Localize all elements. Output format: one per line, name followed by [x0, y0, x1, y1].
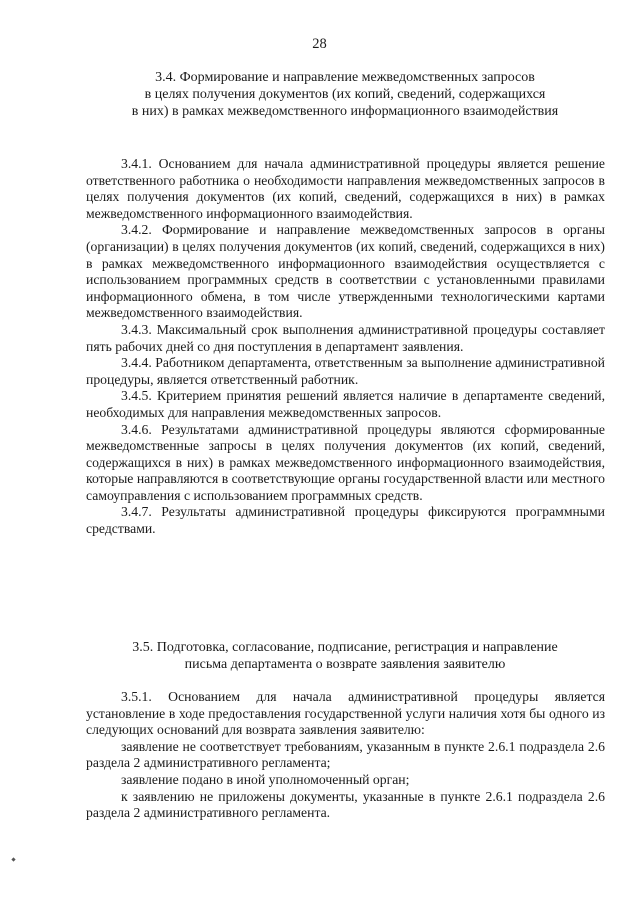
list-item-missing-documents: к заявлению не приложены документы, указанные в пункте 2.6.1 подраздела 2.6 раздела 2 административного регламента.: [86, 788, 605, 821]
paragraph-3-4-2: 3.4.2. Формирование и направление межведомственных запросов в органы (организации) в целях получения документов (их копий, сведений, содержащихся в них) в рамках межведомственного информационного взаимодействия осуществляется с использованием программных средств в соответствии с установленными правилами информационного обмена, в том числе утвержденными технологическими картами межведомственного взаимодействия.: [86, 222, 605, 321]
heading-line: в целях получения документов (их копий, сведений, содержащихся: [144, 87, 546, 102]
heading-line: 3.5. Подготовка, согласование, подписание, регистрация и направление: [132, 640, 558, 655]
scan-mark: [11, 857, 15, 861]
paragraph-3-4-5: 3.4.5. Критерием принятия решений является наличие в департаменте сведений, необходимых для направления межведомственных запросов.: [86, 388, 605, 420]
section-3-5-body: [86, 689, 605, 822]
section-3-4-body: [86, 156, 605, 538]
page-number: 28: [312, 36, 327, 52]
paragraph-3-5-1: 3.5.1. Основанием для начала административной процедуры является установление в ходе предоставления государственной услуги наличия хотя бы одного из следующих оснований для возврата заявления заявителю:: [86, 689, 605, 738]
paragraph-3-4-6: 3.4.6. Результатами административной процедуры являются сформированные межведомственные запросы в целях получения документов (их копий, сведений, содержащихся в них) в рамках межведомственного информационного взаимодействия, которые направляются в соответствующие органы государственной власти или местного самоуправления с использованием программных средств.: [86, 421, 605, 503]
list-item-other-authority: заявление подано в иной уполномоченный орган;: [121, 771, 410, 787]
list-item-requirements: заявление не соответствует требованиям, указанным в пункте 2.6.1 подраздела 2.6 раздела 2 административного регламента;: [86, 738, 605, 771]
heading-line: 3.4. Формирование и направление межведомственных запросов: [155, 70, 535, 85]
paragraph-3-4-1: 3.4.1. Основанием для начала административной процедуры является решение ответственного работника о необходимости направления межведомственных запросов в целях получения документов (их копий, сведений, содержащихся в них) в рамках межведомственного информационного взаимодействия.: [86, 156, 605, 221]
heading-line: в них) в рамках межведомственного информационного взаимодействия: [131, 104, 559, 119]
paragraph-3-4-7: 3.4.7. Результаты административной процедуры фиксируются программными средствами.: [86, 504, 605, 537]
paragraph-3-4-4: 3.4.4. Работником департамента, ответственным за выполнение административной процедуры, является ответственный работник.: [86, 355, 605, 387]
paragraph-3-4-3: 3.4.3. Максимальный срок выполнения административной процедуры составляет пять рабочих дней со дня поступления в департамент заявления.: [86, 321, 605, 354]
section-3-4-heading: [80, 69, 610, 120]
section-3-5-heading: [80, 639, 610, 673]
heading-line: письма департамента о возврате заявления заявителю: [184, 657, 506, 672]
